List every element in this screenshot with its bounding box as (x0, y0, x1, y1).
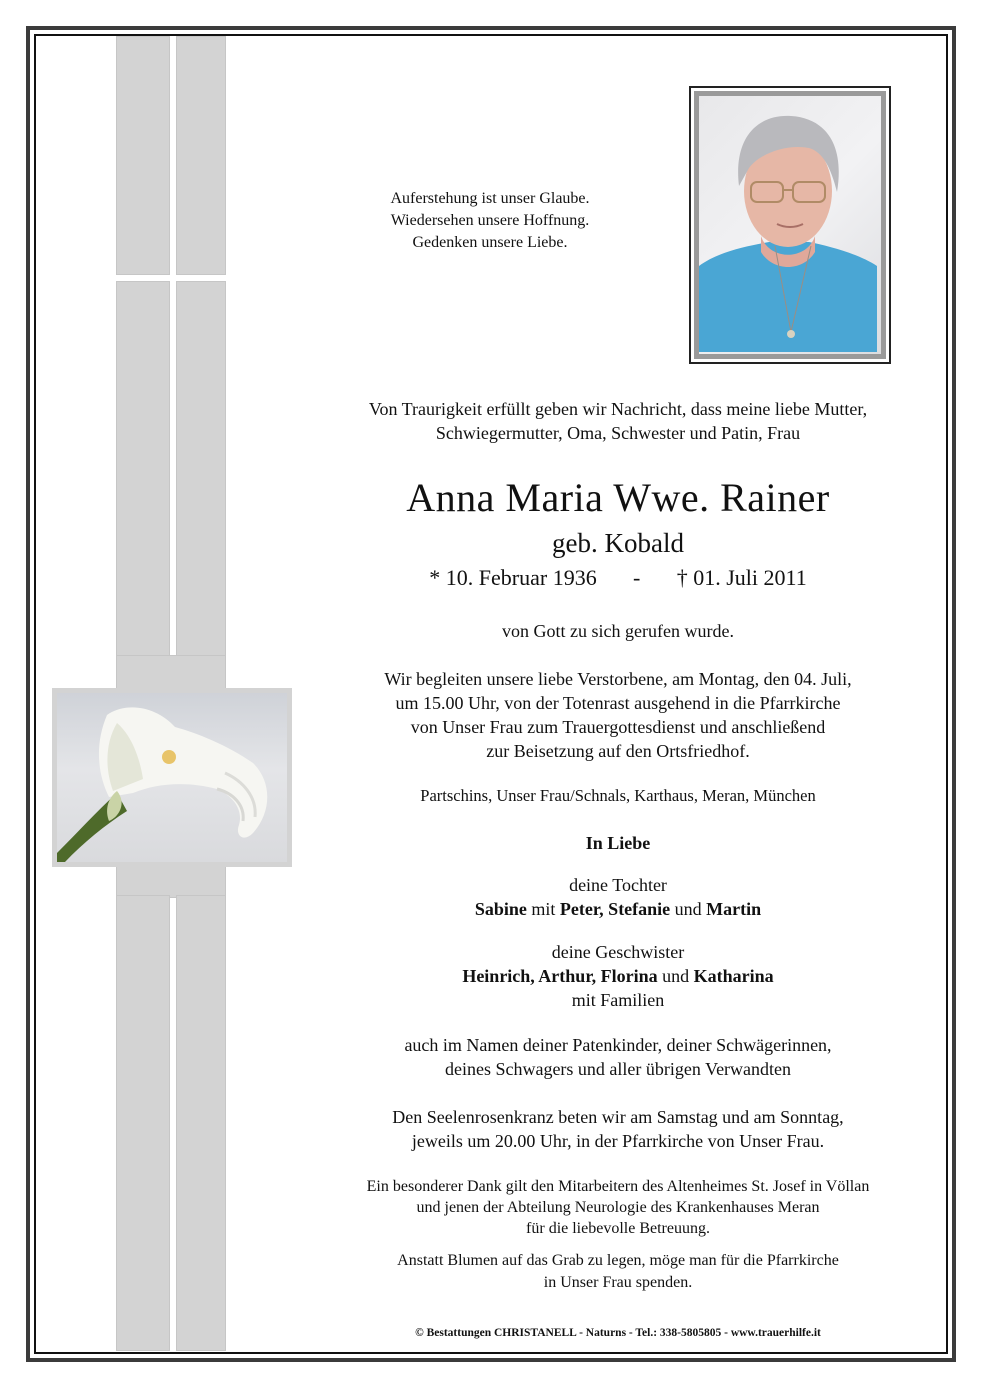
funeral-line: Wir begleiten unsere liebe Verstorbene, am Montag, den 04. Juli, (384, 669, 852, 689)
lily-picture-frame (52, 688, 292, 867)
verse (340, 188, 640, 254)
verse-line: Gedenken unsere Liebe. (412, 234, 568, 251)
birth-date: * 10. Februar 1936 (429, 565, 597, 590)
thanks-line: für die liebevolle Betreuung. (526, 1220, 710, 1237)
siblings-names (318, 964, 918, 988)
funeral-details (318, 667, 918, 763)
names-siblings: Heinrich, Arthur, Florina (462, 966, 658, 986)
rosary-line: jeweils um 20.00 Uhr, in der Pfarrkirche von Unser Frau. (411, 1131, 825, 1151)
funeral-line: um 15.00 Uhr, von der Totenrast ausgehend in die Pfarrkirche (395, 693, 841, 713)
name-martin: Martin (706, 899, 762, 919)
daughter-names (318, 897, 918, 921)
birth-name: geb. Kobald (552, 528, 684, 558)
band-low-joined (116, 866, 226, 898)
funeral-home-footer: © Bestattungen CHRISTANELL - Naturns - Tel.: 338-5805805 - www.trauerhilfe.it (415, 1327, 821, 1339)
verse-line: Wiedersehen unsere Hoffnung. (390, 212, 590, 229)
conj-und: und (657, 966, 694, 986)
name-katharina: Katharina (693, 966, 774, 986)
called-home: von Gott zu sich gerufen wurde. (502, 621, 734, 641)
band-mid-joined (116, 655, 226, 690)
intro-line: Schwiegermutter, Oma, Schwester und Patin, Frau (435, 423, 801, 443)
rosary-line: Den Seelenrosenkranz beten wir am Samstag und am Sonntag, (392, 1107, 844, 1127)
verse-line: Auferstehung ist unser Glaube. (390, 190, 590, 207)
calla-lily-icon (57, 693, 287, 862)
announcement-intro (318, 397, 918, 445)
band-top-left (116, 36, 170, 275)
life-dates (318, 562, 918, 594)
in-love-heading: In Liebe (585, 833, 651, 853)
flowers-note (318, 1250, 918, 1294)
daughter-label: deine Tochter (569, 875, 667, 895)
on-behalf-line: deines Schwagers und aller übrigen Verwandten (444, 1059, 792, 1079)
rosary-info (318, 1105, 918, 1153)
thanks-line: und jenen der Abteilung Neurologie des Krankenhauses Meran (416, 1199, 820, 1216)
calla-lily-image (57, 693, 287, 862)
thanks-note (318, 1176, 918, 1239)
on-behalf (318, 1033, 918, 1081)
siblings-label: deine Geschwister (551, 942, 685, 962)
conj-und: und (670, 899, 707, 919)
thanks-line: Ein besonderer Dank gilt den Mitarbeitern des Altenheimes St. Josef in Völlan (366, 1178, 870, 1195)
band-mid-right (176, 281, 226, 661)
flowers-line: Anstatt Blumen auf das Grab zu legen, möge man für die Pfarrkirche (397, 1252, 839, 1269)
band-bottom-left (116, 895, 170, 1351)
funeral-line: von Unser Frau zum Trauergottesdienst und anschließend (410, 717, 826, 737)
portrait-frame (689, 86, 891, 364)
band-mid-left (116, 281, 170, 661)
band-top-right (176, 36, 226, 275)
flowers-line: in Unser Frau spenden. (543, 1274, 693, 1291)
names-peter-stefanie: Peter, Stefanie (559, 899, 671, 919)
portrait-photo (699, 96, 881, 354)
funeral-line: zur Beisetzung auf den Ortsfriedhof. (486, 741, 750, 761)
name-sabine: Sabine (474, 899, 527, 919)
portrait-icon (699, 96, 877, 352)
intro-line: Von Traurigkeit erfüllt geben wir Nachricht, dass meine liebe Mutter, (368, 399, 868, 419)
siblings-block (318, 940, 918, 1012)
daughter-block (318, 873, 918, 921)
band-bottom-right (176, 895, 226, 1351)
deceased-name: Anna Maria Wwe. Rainer (406, 475, 830, 520)
siblings-families: mit Familien (571, 990, 665, 1010)
death-date: † 01. Juli 2011 (676, 565, 807, 590)
on-behalf-line: auch im Namen deiner Patenkinder, deiner Schwägerinnen, (404, 1035, 832, 1055)
places: Partschins, Unser Frau/Schnals, Karthaus, Meran, München (420, 786, 816, 805)
conj-mit: mit (526, 899, 560, 919)
date-separator: - (633, 565, 641, 590)
